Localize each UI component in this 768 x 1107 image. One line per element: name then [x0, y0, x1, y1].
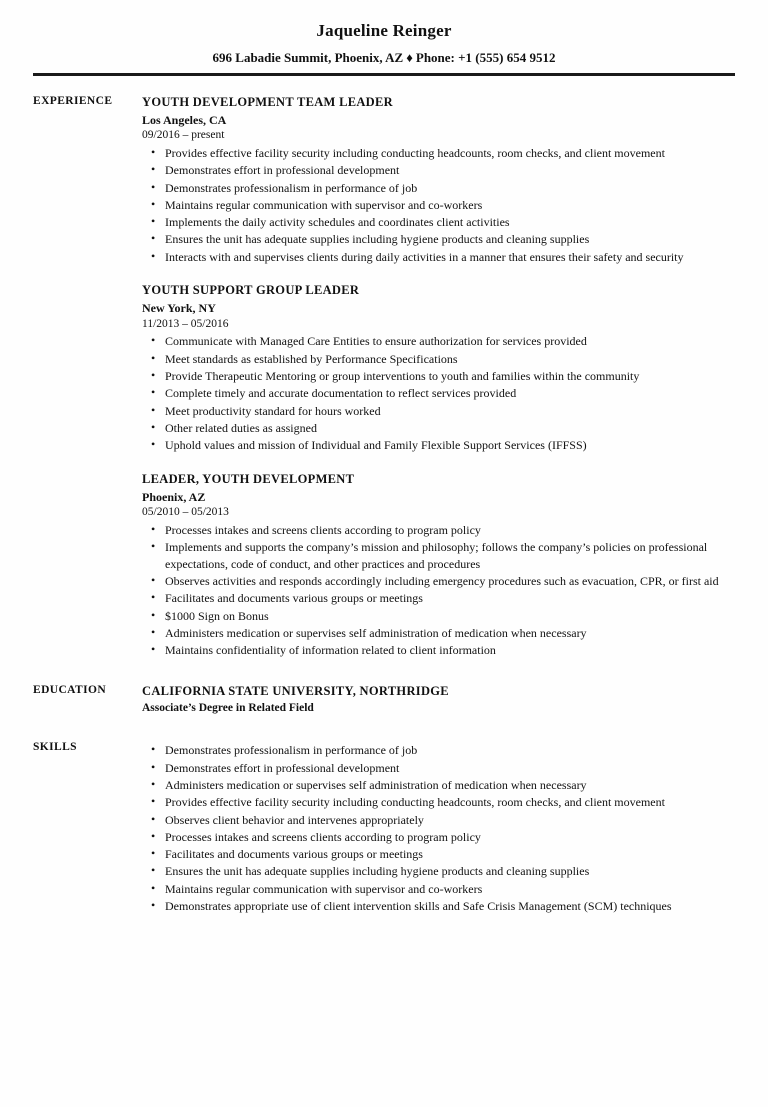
job-bullet: • $1000 Sign on Bonus [142, 608, 738, 624]
education-entries [142, 683, 738, 717]
skill-bullet: • Observes client behavior and intervenes appropriately [142, 812, 738, 828]
header-divider [33, 73, 735, 76]
job-dates: 11/2013 – 05/2016 [142, 317, 229, 330]
job-dates: 09/2016 – present [142, 128, 225, 141]
job-bullet: • Observes activities and responds accordingly including emergency procedures such as evacuation, CPR, or first aid [142, 573, 738, 589]
section-skills [0, 740, 768, 914]
skill-bullet: • Demonstrates appropriate use of client intervention skills and Safe Crisis Management (SCM) techniques [142, 898, 738, 914]
job-location: Phoenix, AZ [142, 489, 206, 504]
skill-bullet: • Maintains regular communication with supervisor and co-workers [142, 881, 738, 897]
skill-bullet: • Facilitates and documents various groups or meetings [142, 846, 738, 862]
skill-bullet: • Ensures the unit has adequate supplies including hygiene products and cleaning supplies [142, 863, 738, 879]
section-label-experience: EXPERIENCE [33, 94, 113, 107]
job-bullet-list [142, 522, 738, 659]
job-bullet: • Other related duties as assigned [142, 420, 738, 436]
section-education [0, 683, 768, 717]
job-bullet: • Processes intakes and screens clients according to program policy [142, 522, 738, 538]
skills-bullet-list [142, 742, 738, 914]
job-title: YOUTH DEVELOPMENT TEAM LEADER [142, 94, 393, 109]
skill-bullet: • Demonstrates professionalism in performance of job [142, 742, 738, 758]
education-school: CALIFORNIA STATE UNIVERSITY, NORTHRIDGE [142, 683, 449, 698]
job-bullet: • Maintains regular communication with supervisor and co-workers [142, 197, 738, 213]
job-bullet: • Uphold values and mission of Individual and Family Flexible Support Services (IFFSS) [142, 437, 738, 453]
experience-entries [142, 94, 738, 659]
candidate-address: 696 Labadie Summit, Phoenix, AZ [212, 50, 404, 66]
job-bullet-list [142, 333, 738, 453]
job-bullet: • Complete timely and accurate documentation to reflect services provided [142, 385, 738, 401]
skill-bullet: • Demonstrates effort in professional development [142, 760, 738, 776]
job-bullet-list [142, 145, 738, 265]
job-bullet: • Meet standards as established by Performance Specifications [142, 351, 738, 367]
experience-entry [142, 471, 738, 659]
job-dates: 05/2010 – 05/2013 [142, 506, 229, 519]
job-bullet: • Provides effective facility security including conducting headcounts, room checks, and client movement [142, 145, 738, 161]
job-bullet: • Provide Therapeutic Mentoring or group interventions to youth and families within the community [142, 368, 738, 384]
skill-bullet: • Administers medication or supervises self administration of medication when necessary [142, 777, 738, 793]
education-degree: Associate’s Degree in Related Field [142, 701, 314, 714]
job-bullet: • Communicate with Managed Care Entities to ensure authorization for services provided [142, 333, 738, 349]
job-bullet: • Implements the daily activity schedules and coordinates client activities [142, 214, 738, 230]
job-title: LEADER, YOUTH DEVELOPMENT [142, 471, 355, 486]
resume-header [0, 0, 768, 76]
job-bullet: • Implements and supports the company’s mission and philosophy; follows the company’s policies on professional expectations, code of conduct, and other practices and procedures [142, 539, 738, 572]
experience-entry [142, 282, 738, 454]
skills-entries [142, 740, 738, 914]
section-label-skills: SKILLS [33, 741, 77, 754]
job-bullet: • Meet productivity standard for hours worked [142, 403, 738, 419]
job-bullet: • Interacts with and supervises clients during daily activities in a manner that ensures their safety and security [142, 249, 738, 265]
skill-bullet: • Provides effective facility security including conducting headcounts, room checks, and client movement [142, 794, 738, 810]
job-location: Los Angeles, CA [142, 112, 227, 127]
job-bullet: • Maintains confidentiality of information related to client information [142, 642, 738, 658]
job-bullet: • Demonstrates effort in professional development [142, 162, 738, 178]
job-bullet: • Ensures the unit has adequate supplies including hygiene products and cleaning supplies [142, 231, 738, 247]
contact-line [0, 50, 768, 66]
job-bullet: • Administers medication or supervises self administration of medication when necessary [142, 625, 738, 641]
diamond-separator-icon: ♦ [406, 50, 413, 66]
section-experience [0, 94, 768, 659]
job-title: YOUTH SUPPORT GROUP LEADER [142, 283, 360, 298]
job-bullet: • Facilitates and documents various groups or meetings [142, 590, 738, 606]
candidate-phone: Phone: +1 (555) 654 9512 [415, 50, 556, 66]
job-bullet: • Demonstrates professionalism in performance of job [142, 180, 738, 196]
experience-entry [142, 94, 738, 266]
section-label-education: EDUCATION [33, 683, 107, 696]
candidate-name: Jaqueline Reinger [316, 21, 452, 40]
skill-bullet: • Processes intakes and screens clients according to program policy [142, 829, 738, 845]
job-location: New York, NY [142, 301, 216, 316]
